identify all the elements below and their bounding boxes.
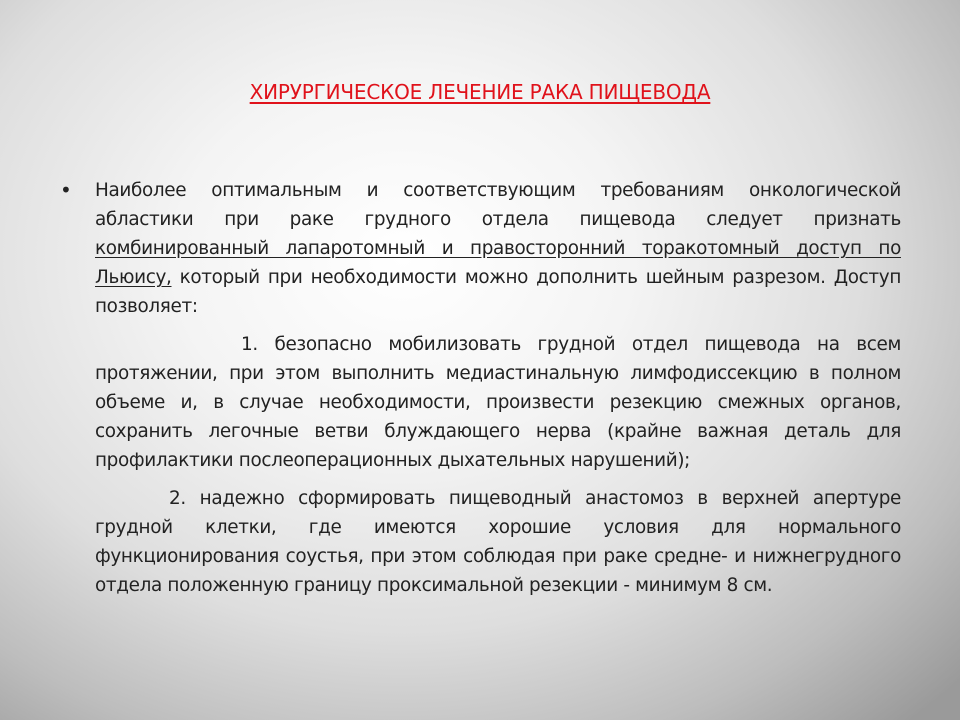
list-item-2: 2. надежно сформировать пищеводный анастомоз в верхней апертуре грудной клетки, где имеются хорошие условия для нормального функционирования соустья, при этом соблюдая при раке средне- и нижнегрудного отдела положенную границу проксимальной резекции - минимум 8 см. [95, 488, 901, 596]
slide-title: ХИРУРГИЧЕСКОЕ ЛЕЧЕНИЕ РАКА ПИЩЕВОДА [249, 80, 711, 104]
intro-paragraph [95, 176, 901, 321]
intro-text-start: Наиболее оптимальным и соответствующим требованиям онкологической абластики при раке грудного отдела пищевода следует признать [95, 180, 901, 230]
intro-text-underlined: комбинированный лапаротомный и правосторонний торакотомный доступ по Льюису, [95, 238, 901, 288]
intro-text-end: который при необходимости можно дополнить шейным разрезом. Доступ позволяет: [95, 267, 901, 317]
bullet-marker: • [60, 178, 72, 202]
slide-body [95, 176, 901, 600]
list-item-1: 1. безопасно мобилизовать грудной отдел пищевода на всем протяжении, при этом выполнить медиастинальную лимфодиссекцию в полном объеме и, в случае необходимости, произвести резекцию смежных органов, сохранить легочные ветви блуждающего нерва (крайне важная деталь для профилактики послеоперационных дыхательных нарушений); [95, 334, 901, 471]
